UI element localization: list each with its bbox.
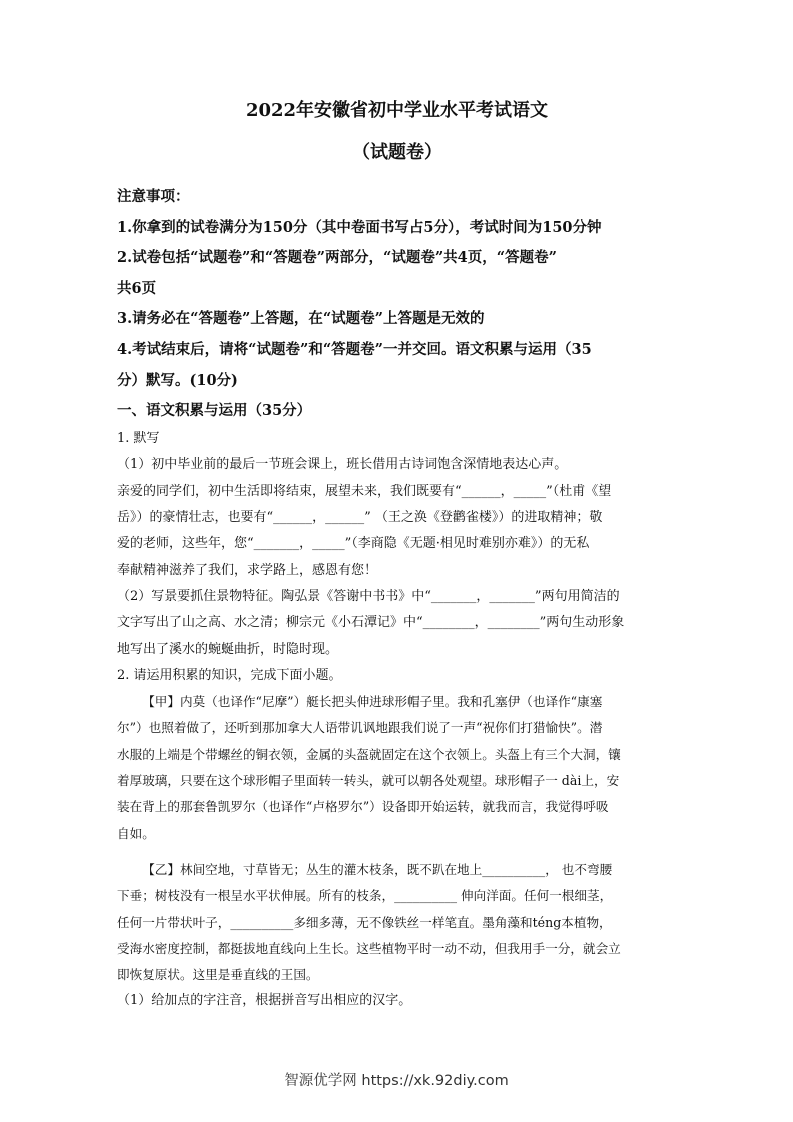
question-line: 奉献精神滋养了我们，求学路上，感恩有您！	[117, 562, 378, 578]
notice-item: 共6页	[117, 279, 157, 297]
passage-line: 尔”）也照着做了，还听到那加拿大人语带讥讽地跟我们说了一声“祝你们打猎愉快”。潜	[117, 720, 603, 736]
section-heading: 一、语文积累与运用（35分）	[117, 402, 312, 420]
notice-item: 3.请务必在“答题卷”上答题，在“试题卷”上答题是无效的	[117, 310, 485, 328]
notice-item: 1.你拿到的试卷满分为150分（其中卷面书写占5分），考试时间为150分钟	[117, 218, 602, 236]
question-line: 文字写出了山之高、水之清；柳宗元《小石潭记》中“________，________”两句生动形象	[117, 615, 625, 631]
passage-line: 水服的上端是个带螺丝的铜衣领，金属的头盔就固定在这个衣领上。头盔上有三个大洞，镶	[117, 746, 621, 762]
footer-watermark: 智源优学网 https://xk.92diy.com	[284, 1073, 509, 1089]
question-line: 亲爱的同学们，初中生活即将结束，展望未来，我们既要有“______，_____”（杜甫《望	[117, 483, 612, 499]
page-subtitle: （试题卷）	[352, 142, 442, 163]
passage-line: 着厚玻璃，只要在这个球形帽子里面转一转头，就可以朝各处观望。球形帽子一 dài上，安	[117, 773, 620, 789]
question-1	[117, 426, 677, 689]
question-label: 1. 默写	[117, 431, 160, 447]
page-title: 2022年安徽省初中学业水平考试语文	[245, 100, 549, 121]
passage-line: 【乙】林间空地，寸草皆无；丛生的灌木枝条，既不趴在地上__________， 也不弯腰	[142, 861, 613, 877]
passage-line: 下垂；树枝没有一根呈水平状伸展。所有的枝条，__________ 伸向洋面。任何一根细茎，	[117, 888, 613, 904]
passage-jia	[117, 689, 677, 847]
notice-item: 4.考试结束后，请将“试题卷”和“答题卷”一并交回。语文积累与运用（35	[117, 340, 592, 358]
notice-item: 分）默写。(10分)	[117, 371, 238, 389]
question-line: 爱的老师，这些年，您“_______，_____”（李商隐《无题·相见时难别亦难》）的无私	[117, 536, 590, 552]
passage-line: 任何一片带状叶子，__________多细多薄，无不像铁丝一样笔直。墨角藻和téng本植物，	[117, 914, 612, 930]
exam-page	[117, 96, 677, 1015]
passage-line: 受海水密度控制，都挺拔地直线向上生长。这些植物平时一动不动，但我用手一分，就会立	[117, 940, 621, 956]
passage-line: 装在背上的那套鲁凯罗尔（也译作“卢格罗尔”）设备即开始运转，就我而言，我觉得呼吸	[117, 799, 609, 815]
question-line: （2）写景要抓住景物特征。陶弘景《答谢中书书》中“_______，_______”两句用简洁的	[117, 588, 620, 604]
question-intro: （1）初中毕业前的最后一节班会课上，班长借用古诗词饱含深情地表达心声。	[117, 457, 568, 473]
passage-yi	[117, 857, 677, 988]
notice-block	[117, 182, 677, 396]
question-label: 2. 请运用积累的知识，完成下面小题。	[117, 667, 342, 683]
question-line: 地写出了溪水的蜿蜒曲折，时隐时现。	[117, 641, 339, 657]
passage-line: 自如。	[117, 825, 155, 841]
question-line: 岳》）的豪情壮志，也要有“______，______” （王之涣《登鹳雀楼》）的进取精神；敬	[117, 510, 603, 526]
question-line: （1）给加点的字注音，根据拼音写出相应的汉字。	[117, 993, 412, 1009]
question-2-part-1	[117, 988, 677, 1014]
passage-line: 【甲】内莫（也译作“尼摩”）艇长把头伸进球形帽子里。我和孔塞伊（也译作“康塞	[142, 694, 603, 710]
notice-heading: 注意事项：	[117, 188, 190, 205]
passage-line: 即恢复原状。这里是垂直线的王国。	[117, 967, 319, 983]
notice-item: 2.试卷包括“试题卷”和“答题卷”两部分，“试题卷”共4页，“答题卷”	[117, 249, 557, 267]
